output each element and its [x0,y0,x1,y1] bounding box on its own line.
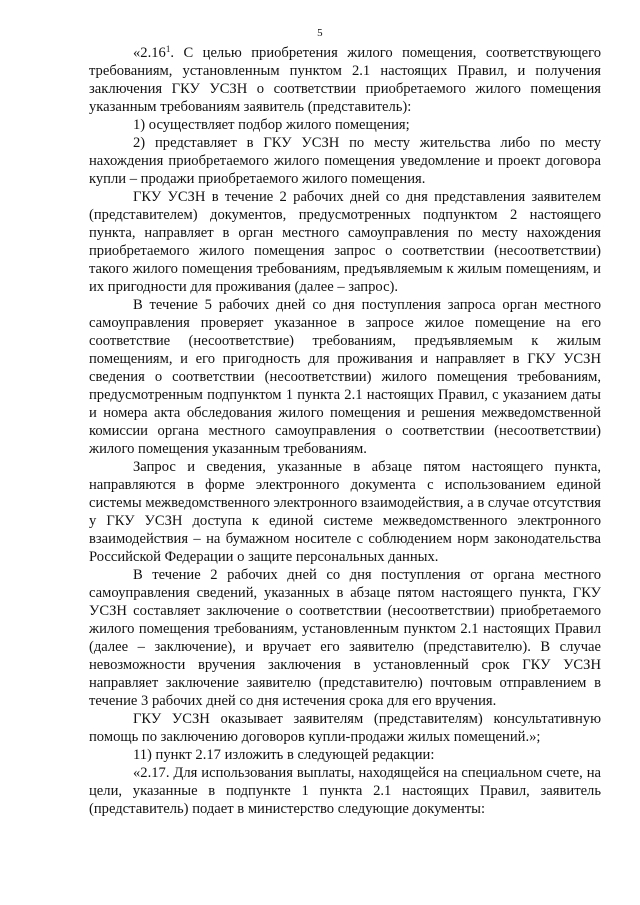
document-body [89,44,601,818]
paragraph-item-11: 11) пункт 2.17 изложить в следующей редакции: [133,747,435,763]
paragraph-electronic-exchange: Запрос и сведения, указанные в абзаце пятом настоящего пункта, направляются в форме электронного документа с использованием единой системы межведомственного электронного взаимодействия, а в случае отсутствия у ГКУ УСЗН доступа к единой системе межведомственного электронного взаимодействия – на бумажном носителе с соблюдением норм законодательства Российской Федерации о защите персональных данных. [89,459,601,565]
paragraph-2-17: «2.17. Для использования выплаты, находящейся на специальном счете, на цели, указанные в подпункте 1 пункта 2.1 настоящих Правил, заявитель (представитель) подает в министерство следующие документы: [89,765,601,817]
paragraph-2-16-1-start: «2.16 [133,45,166,61]
paragraph-verification: В течение 5 рабочих дней со дня поступления запроса орган местного самоуправления проверяет указанное в запросе жилое помещение на его соответствие (несоответствие) требованиям, предъявляемым к жилым помещениям, и его пригодность для проживания и направляет в ГКУ УСЗН сведения о соответствии (несоответствии) жилого помещения требованиям, предусмотренным подпунктом 1 пункта 2.1 настоящих Правил, с указанием даты и номера акта обследования жилого помещения и решения межведомственной комиссии органа местного самоуправления о соответствии (несоответствии) жилого помещения указанным требованиям. [89,297,601,457]
paragraph-2-16-1-text: . С целью приобретения жилого помещения, соответствующего требованиям, установленным пунктом 2.1 настоящих Правил, и получения заключения ГКУ УСЗН о соответствии приобретаемого жилого помещения указанным требованиям заявитель (представитель): [89,45,601,115]
paragraph-conclusion: В течение 2 рабочих дней со дня поступления от органа местного самоуправления сведений, указанных в абзаце пятом настоящего пункта, ГКУ УСЗН составляет заключение о соответствии (несоответствии) приобретаемого жилого помещения требованиям, установленным пунктом 2.1 настоящих Правил (далее – заключение), и вручает его заявителю (представителю). В случае невозможности вручения заключения в установленный срок ГКУ УСЗН направляет заключение заявителю (представителю) почтовым отправлением в течение 3 рабочих дней со дня истечения срока для его вручения. [89,567,601,709]
paragraph-item-2: 2) представляет в ГКУ УСЗН по месту жительства либо по месту нахождения приобретаемого жилого помещения уведомление и проект договора купли – продажи приобретаемого жилого помещения. [89,135,601,187]
paragraph-request: ГКУ УСЗН в течение 2 рабочих дней со дня представления заявителем (представителем) документов, предусмотренных подпунктом 2 настоящего пункта, направляет в орган местного самоуправления по месту нахождения приобретаемого жилого помещения запрос о соответствии (несоответствии) такого жилого помещения требованиям, предъявляемым к жилым помещениям, и их пригодности для проживания (далее – запрос). [89,189,601,295]
superscript-index: 1 [165,44,171,54]
paragraph-item-1: 1) осуществляет подбор жилого помещения; [133,117,410,133]
paragraph-2-16-1 [89,44,601,116]
page-number: 5 [317,27,323,39]
paragraph-consultation: ГКУ УСЗН оказывает заявителям (представителям) консультативную помощь по заключению договоров купли-продажи жилых помещений.»; [89,711,601,745]
